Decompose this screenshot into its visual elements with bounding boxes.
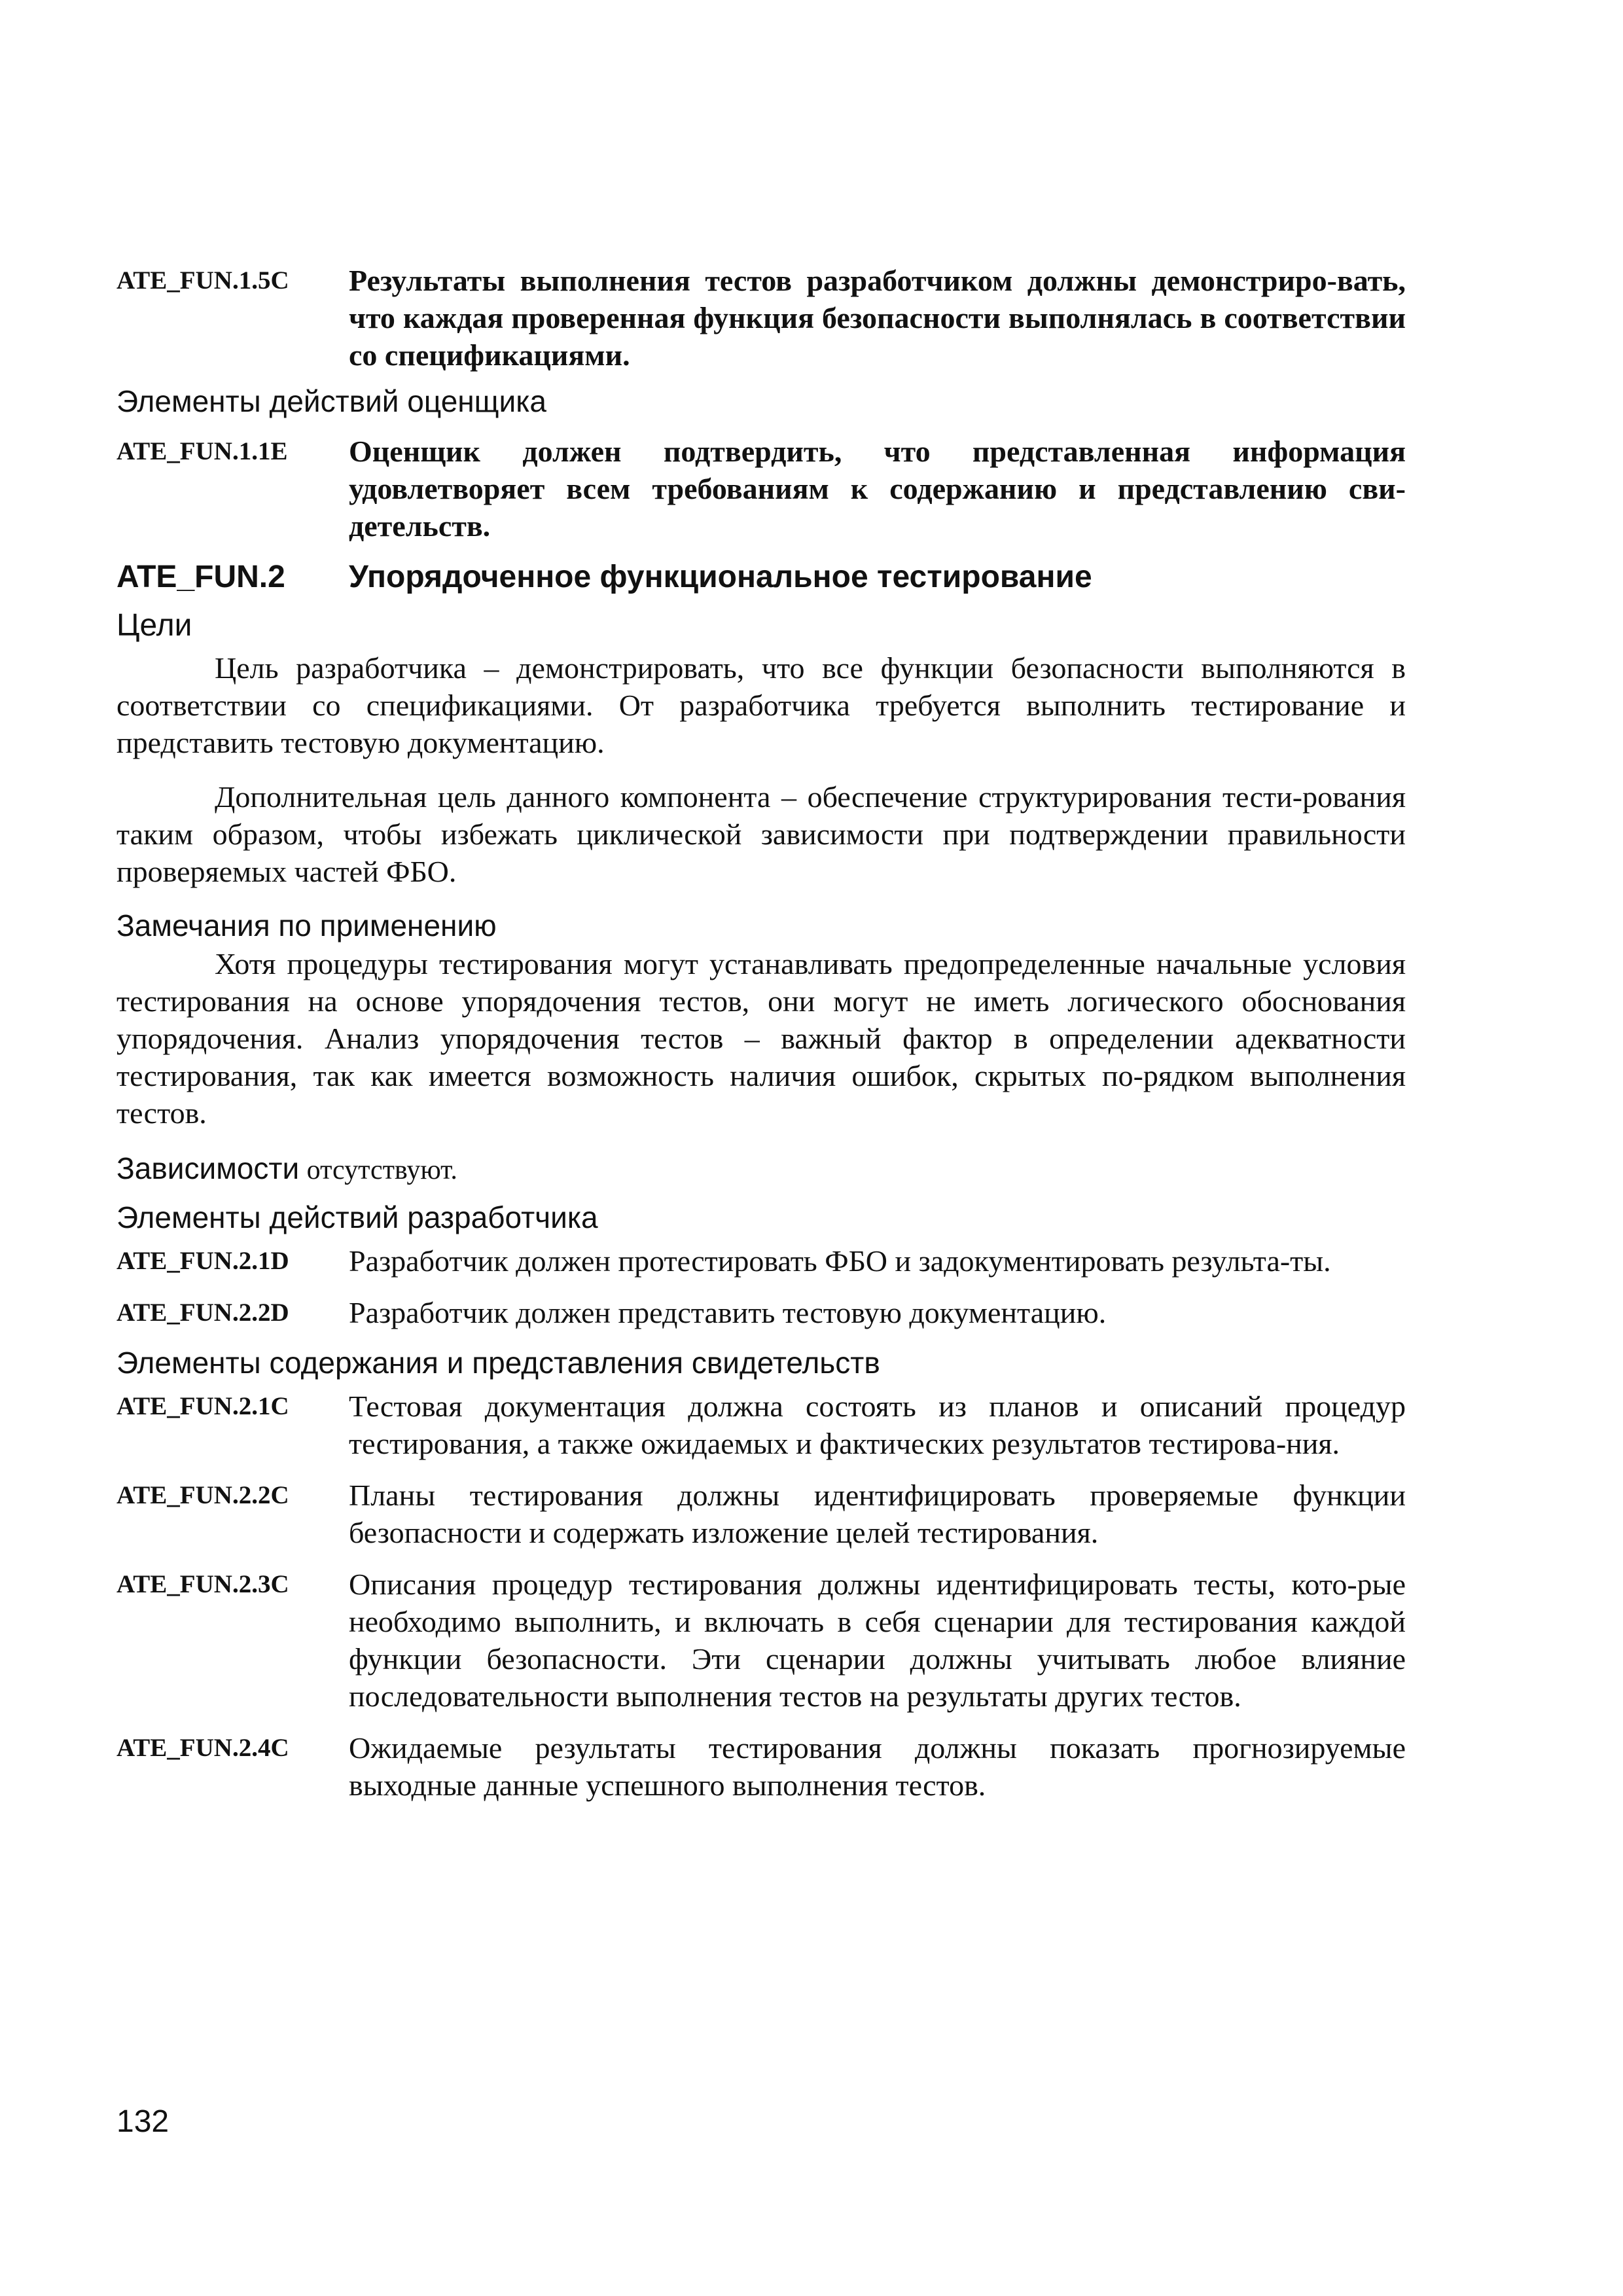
requirement-code: ATE_FUN.1.1E — [116, 437, 288, 465]
requirement-text: Разработчик должен представить тестовую документацию. — [349, 1296, 1107, 1329]
requirement-text: Тестовая документация должна состоять из планов и описаний процедур тестирования, а также ожидаемых и фактических результатов тестирова-ния. — [349, 1390, 1406, 1460]
developer-heading: Элементы действий разработчика — [116, 1200, 598, 1234]
requirement-code: ATE_FUN.2.1D — [116, 1247, 289, 1275]
requirement-text: Результаты выполнения тестов разработчиком должны демонстриро-вать, что каждая проверенная функция безопасности выполнялась в соответствии со спецификациями. — [349, 264, 1406, 372]
requirement-code: ATE_FUN.2.4C — [116, 1734, 289, 1762]
requirement-code: ATE_FUN.2.1C — [116, 1392, 289, 1420]
requirement-text: Планы тестирования должны идентифицировать проверяемые функции безопасности и содержать изложение целей тестирования. — [349, 1479, 1406, 1549]
dependencies-value: отсутствуют. — [306, 1155, 457, 1185]
requirement-item — [116, 1566, 1406, 1715]
requirement-code: ATE_FUN.1.5C — [116, 266, 289, 295]
requirement-item — [116, 1242, 1406, 1280]
requirement-item — [116, 262, 1406, 374]
document-page — [116, 262, 1406, 1804]
requirement-text: Описания процедур тестирования должны идентифицировать тесты, кото-рые необходимо выполнить, и включать в себя сценарии для тестирования каждой функции безопасности. Эти сценарии должны учитывать любое влияние последовательности выполнения тестов на результаты других тестов. — [349, 1568, 1406, 1713]
notes-paragraph: Хотя процедуры тестирования могут устанавливать предопределенные начальные условия тестирования на основе упорядочения тестов, они могут не иметь логического обоснования упорядочения. Анализ упорядочения тестов – важный фактор в определении адекватности тестирования, так как имеется возможность наличия ошибок, скрытых по-рядком выполнения тестов. — [116, 947, 1406, 1130]
requirement-code: ATE_FUN.2.2C — [116, 1481, 289, 1509]
goals-paragraph: Цель разработчика – демонстрировать, что все функции безопасности выполняются в соответствии со спецификациями. От разработчика требуется выполнить тестирование и представить тестовую документацию. — [116, 651, 1406, 759]
goals-paragraph: Дополнительная цель данного компонента – обеспечение структурирования тести-рования таким образом, чтобы избежать циклической зависимости при подтверждении правильности проверяемых частей ФБО. — [116, 780, 1406, 888]
dependencies-label: Зависимости — [116, 1151, 300, 1185]
content-heading: Элементы содержания и представления свидетельств — [116, 1346, 880, 1380]
requirement-item — [116, 433, 1406, 545]
requirement-code: ATE_FUN.2.2D — [116, 1299, 289, 1327]
section-heading — [116, 556, 1406, 598]
requirement-code: ATE_FUN.2.3C — [116, 1570, 289, 1598]
section-code: ATE_FUN.2 — [116, 560, 285, 594]
requirement-item — [116, 1388, 1406, 1462]
notes-heading: Замечания по применению — [116, 908, 497, 942]
requirement-item — [116, 1477, 1406, 1551]
requirement-text: Разработчик должен протестировать ФБО и задокументировать результа-ты. — [349, 1244, 1331, 1278]
dependencies-line — [116, 1149, 1406, 1190]
goals-heading: Цели — [116, 608, 192, 643]
requirement-item — [116, 1294, 1406, 1331]
page-number: 132 — [116, 2104, 169, 2139]
requirement-text: Оценщик должен подтвердить, что представленная информация удовлетворяет всем требованиям к содержанию и представлению сви-детельств. — [349, 435, 1406, 543]
section-title: Упорядоченное функциональное тестирование — [349, 560, 1092, 594]
evaluator-heading: Элементы действий оценщика — [116, 384, 546, 418]
requirement-text: Ожидаемые результаты тестирования должны показать прогнозируемые выходные данные успешного выполнения тестов. — [349, 1731, 1406, 1802]
requirement-item — [116, 1729, 1406, 1804]
